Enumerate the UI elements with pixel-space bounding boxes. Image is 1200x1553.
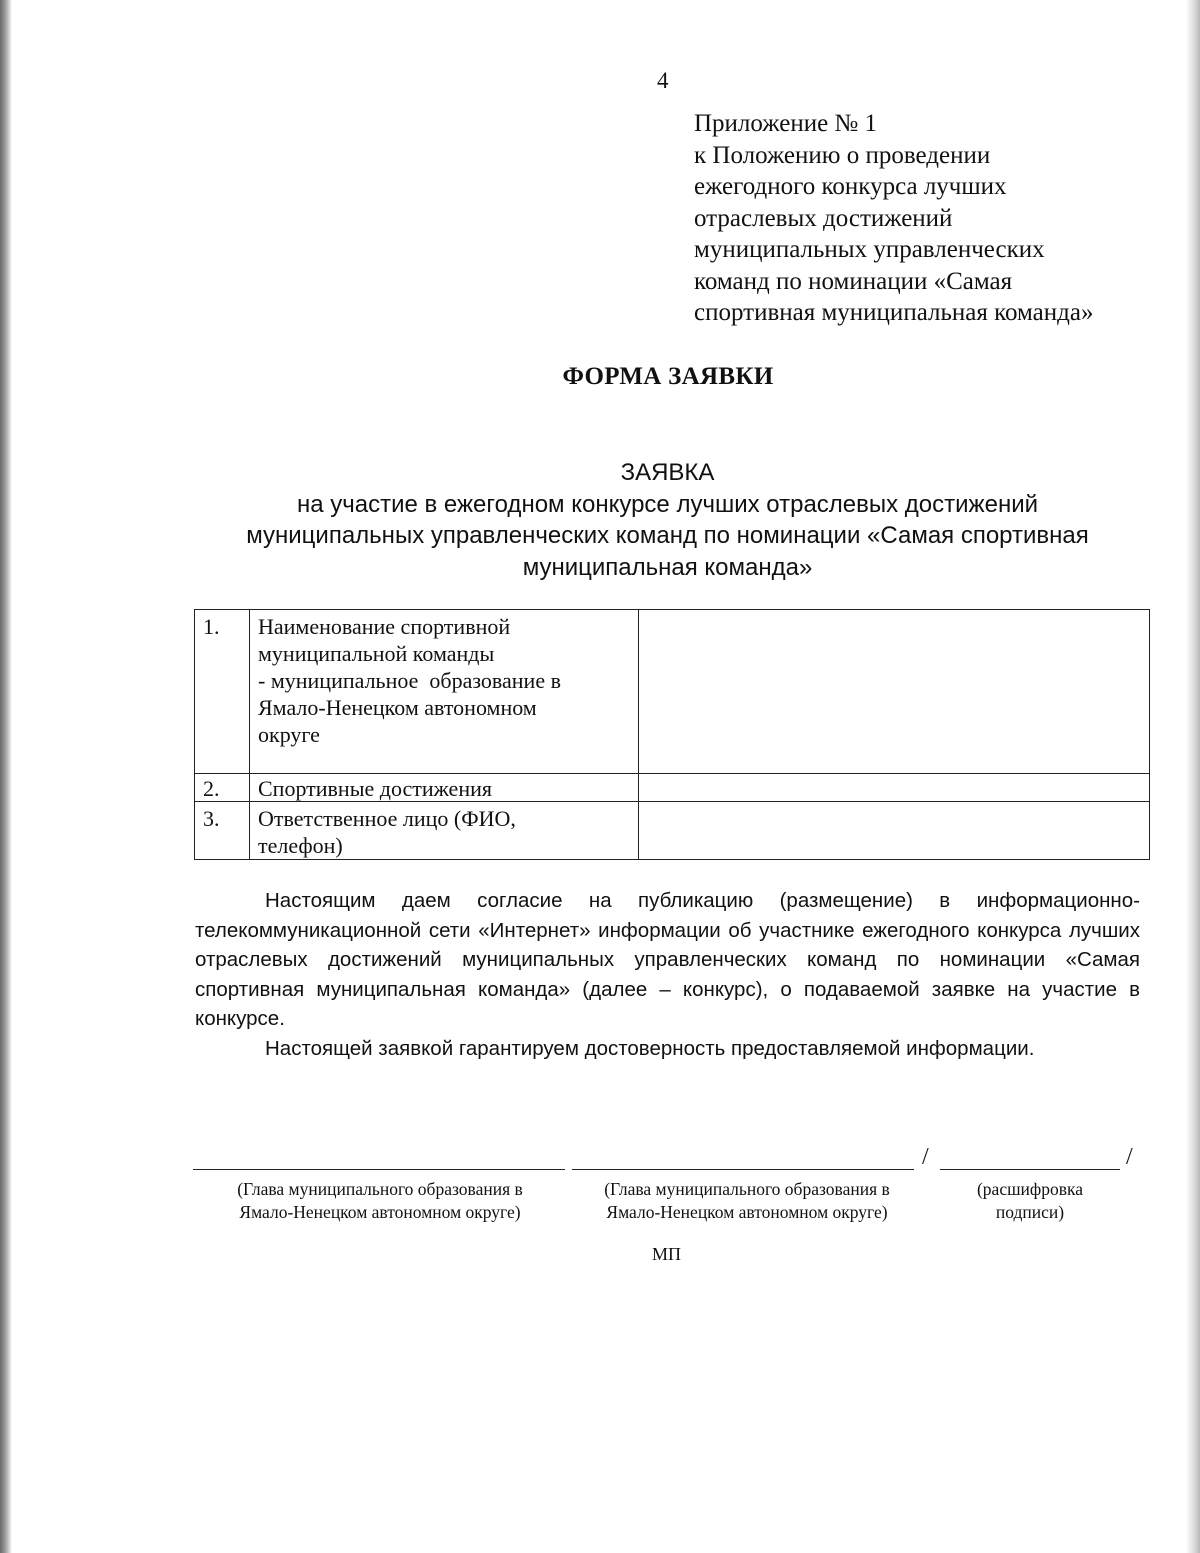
signature-line-1[interactable] <box>193 1169 565 1170</box>
caption-line: (Глава муниципального образования в <box>237 1179 523 1199</box>
row-label-line: Спортивные достижения <box>258 776 492 801</box>
page-number: 4 <box>657 68 669 93</box>
appendix-line: команд по номинации «Самая <box>694 267 1013 295</box>
stamp-place: МП <box>652 1244 682 1264</box>
appendix-line: ежегодного конкурса лучших <box>694 173 1007 200</box>
row-value-field[interactable] <box>639 610 1150 774</box>
application-subtitle-line: на участие в ежегодном конкурсе лучших отраслевых достижений <box>296 490 1039 518</box>
row-label-line: - муниципальное образование в <box>258 668 561 693</box>
appendix-note <box>694 108 1093 329</box>
row-label-line: телефон) <box>258 833 343 858</box>
application-table <box>194 609 1150 860</box>
row-label-line: Ямало-Ненецком автономном <box>258 695 537 720</box>
caption-line: Ямало-Ненецком автономном округе) <box>239 1202 521 1222</box>
application-subtitle-line: муниципальная команда» <box>522 553 813 581</box>
appendix-line: Приложение № 1 <box>694 110 878 137</box>
slash-separator: / <box>922 1144 929 1170</box>
table-row <box>195 774 1150 802</box>
row-label-line: муниципальной команды <box>258 641 495 666</box>
caption-line: (Глава муниципального образования в <box>604 1179 890 1199</box>
row-label-line: округе <box>258 722 320 747</box>
table-row <box>195 610 1150 774</box>
appendix-line: к Положению о проведении <box>694 141 991 169</box>
consent-text <box>195 886 1140 1063</box>
row-label-line: Ответственное лицо (ФИО, <box>258 806 516 831</box>
application-subtitle-line: муниципальных управленческих команд по номинации «Самая спортивная <box>246 522 1089 549</box>
slash-separator: / <box>1126 1144 1133 1170</box>
application-heading-block <box>195 457 1140 583</box>
application-heading: ЗАЯВКА <box>620 459 715 486</box>
caption-line: Ямало-Ненецком автономном округе) <box>606 1202 888 1222</box>
caption-line: (расшифровка <box>976 1179 1084 1199</box>
appendix-line: спортивная муниципальная команда» <box>694 299 1094 326</box>
signature-caption-2 <box>567 1178 927 1224</box>
row-label <box>250 610 639 774</box>
row-label <box>250 802 639 860</box>
row-value-field[interactable] <box>639 774 1150 802</box>
row-number: 3. <box>195 802 250 860</box>
row-value-field[interactable] <box>639 802 1150 860</box>
appendix-line: отраслевых достижений <box>694 204 953 232</box>
consent-paragraph: Настоящим даем согласие на публикацию (размещение) в информационно-телекоммуникационной сети «Интернет» информации об участнике ежегодного конкурса лучших отраслевых достижений муниципальных управленческих команд по номинации «Самая спортивная муниципальная команда» (далее – конкурс), о подаваемой заявке на участие в конкурсе. <box>195 889 1140 1030</box>
signature-decoding-line[interactable] <box>940 1169 1120 1170</box>
row-number: 2. <box>195 774 250 802</box>
caption-line: подписи) <box>995 1202 1065 1222</box>
row-label <box>250 774 639 802</box>
row-number: 1. <box>195 610 250 774</box>
signature-caption-3 <box>945 1178 1115 1224</box>
row-label-line: Наименование спортивной <box>258 614 511 639</box>
scan-edge-right <box>1186 0 1200 1553</box>
table-row <box>195 802 1150 860</box>
guarantee-paragraph: Настоящей заявкой гарантируем достоверность предоставляемой информации. <box>265 1036 1035 1060</box>
appendix-line: муниципальных управленческих <box>694 236 1045 263</box>
scan-edge-left <box>0 0 12 1553</box>
form-title: ФОРМА ЗАЯВКИ <box>562 363 774 390</box>
signature-line-2[interactable] <box>572 1169 914 1170</box>
signature-caption-1 <box>200 1178 560 1224</box>
